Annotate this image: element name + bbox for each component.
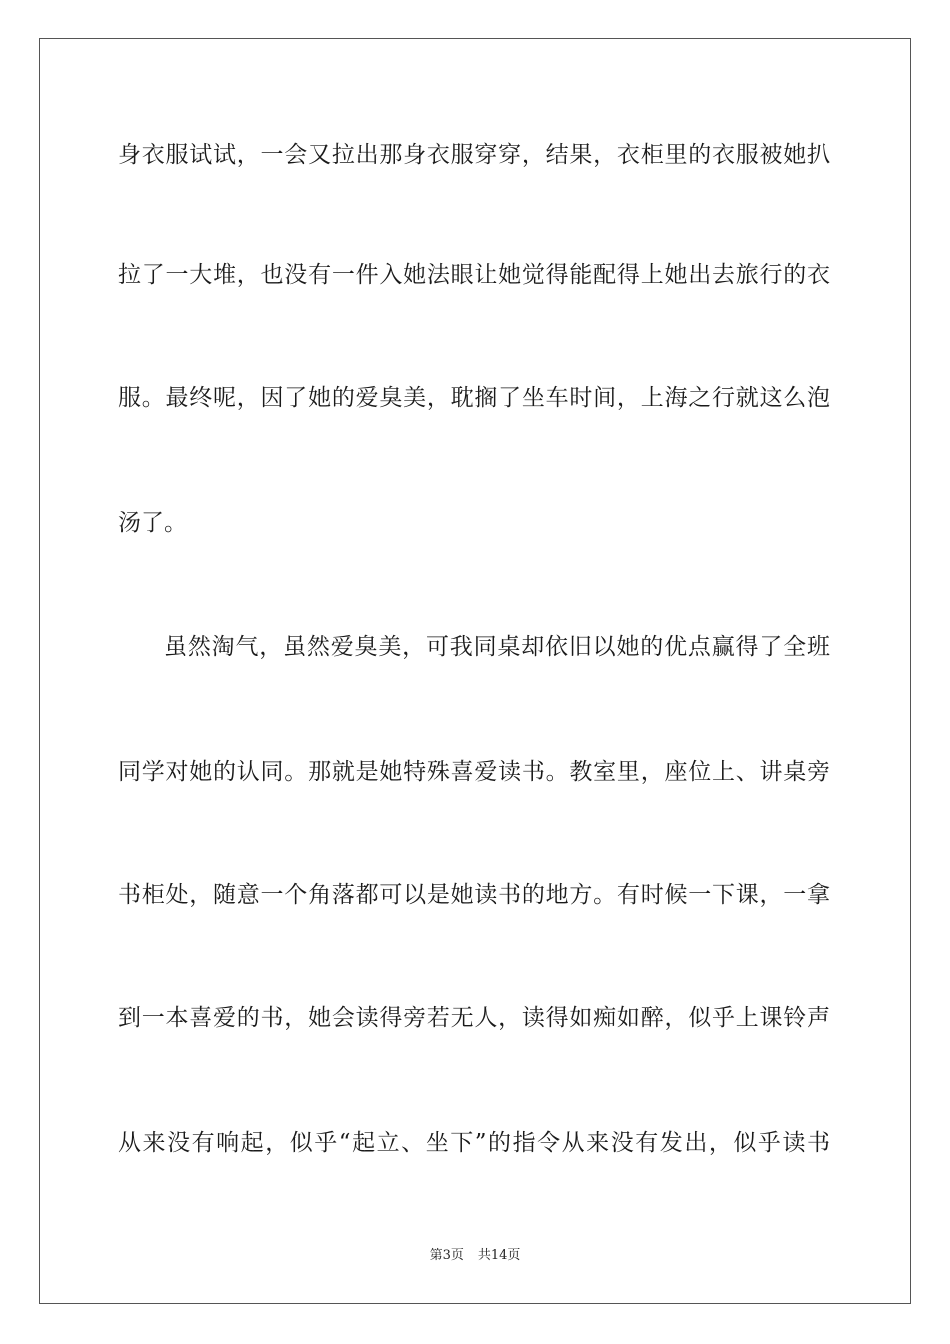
- body-text-line: 到一本喜爱的书，她会读得旁若无人，读得如痴如醉，似乎上课铃声: [118, 1005, 830, 1031]
- body-text-line: 同学对她的认同。那就是她特殊喜爱读书。教室里，座位上、讲桌旁: [118, 759, 830, 785]
- body-text-line: 从来没有响起，似乎“起立、坐下”的指令从来没有发出，似乎读书: [118, 1130, 830, 1156]
- page-footer: [0, 1247, 950, 1265]
- page-total: 共14页: [477, 1248, 521, 1263]
- body-text-line: 服。最终呢，因了她的爱臭美，耽搁了坐车时间，上海之行就这么泡: [118, 385, 830, 411]
- page-number: 第3页: [429, 1248, 464, 1263]
- body-text-line: 汤了。: [118, 510, 187, 536]
- page-frame: [39, 38, 911, 1304]
- body-text-line: 书柜处，随意一个角落都可以是她读书的地方。有时候一下课，一拿: [118, 882, 830, 908]
- body-text-line: 身衣服试试，一会又拉出那身衣服穿穿，结果，衣柜里的衣服被她扒: [118, 142, 830, 168]
- body-text-line: 拉了一大堆，也没有一件入她法眼让她觉得能配得上她出去旅行的衣: [118, 262, 830, 288]
- paragraph-first-line: 虽然淘气，虽然爱臭美，可我同桌却依旧以她的优点赢得了全班: [164, 634, 830, 660]
